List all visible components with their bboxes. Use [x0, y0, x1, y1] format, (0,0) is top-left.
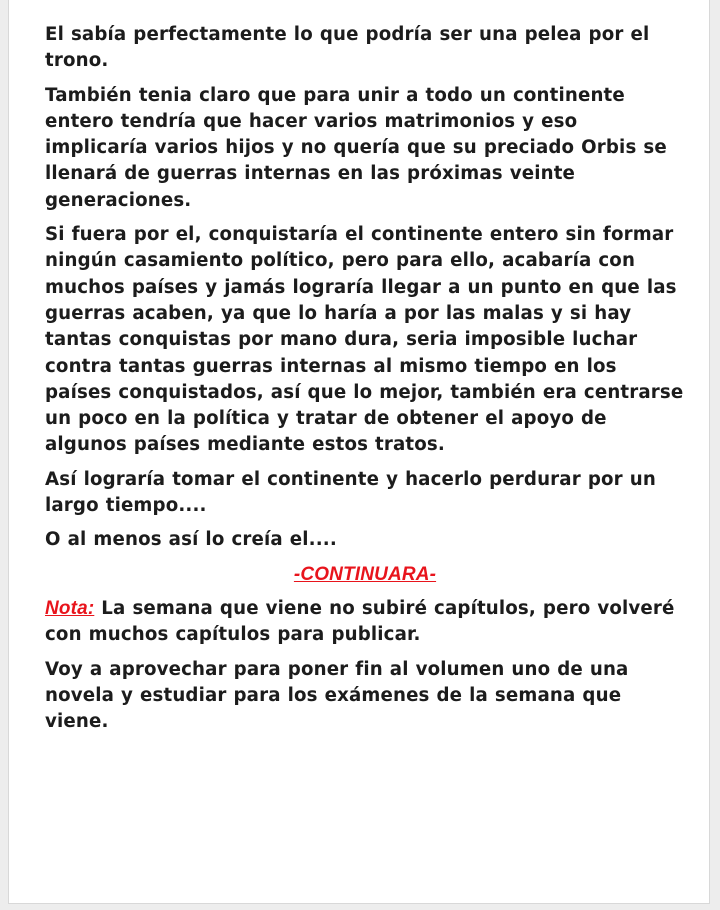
document-body	[45, 22, 685, 743]
paragraph-believed: O al menos así lo creía el....	[45, 529, 337, 551]
paragraph-conquest: Si fuera por el, conquistaría el continente entero sin formar ningún casamiento político, pero para ello, acabaría con muchos países y jamás lograría llegar a un punto en que las guerras acaben, ya que lo haría a por las malas y si hay tantas conquistas por mano dura, seria imposible luchar contra tantas guerras internas al mismo tiempo en los países conquistados, así que lo mejor, también era centrarse un poco en la política y tratar de obtener el apoyo de algunos países mediante estos tratos.	[45, 224, 684, 456]
nota-label: Nota:	[45, 597, 95, 619]
continuara-heading: -CONTINUARA-	[293, 563, 437, 585]
paragraph-continent: Así lograría tomar el continente y hacerlo perdurar por un largo tiempo....	[45, 468, 656, 517]
author-note	[45, 596, 685, 649]
paragraph-closing: Voy a aprovechar para poner fin al volumen uno de una novela y estudiar para los exámenes de la semana que viene.	[45, 658, 629, 733]
nota-text: La semana que viene no subiré capítulos, pero volveré con muchos capítulos para publicar.	[45, 597, 675, 646]
paragraph-throne: El sabía perfectamente lo que podría ser una pelea por el trono.	[45, 24, 650, 72]
paragraph-marriages: También tenia claro que para unir a todo un continente entero tendría que hacer varios matrimonios y eso implicaría varios hijos y no quería que su preciado Orbis se llenará de guerras internas en las próximas veinte generaciones.	[45, 84, 667, 211]
document-page	[8, 0, 710, 904]
